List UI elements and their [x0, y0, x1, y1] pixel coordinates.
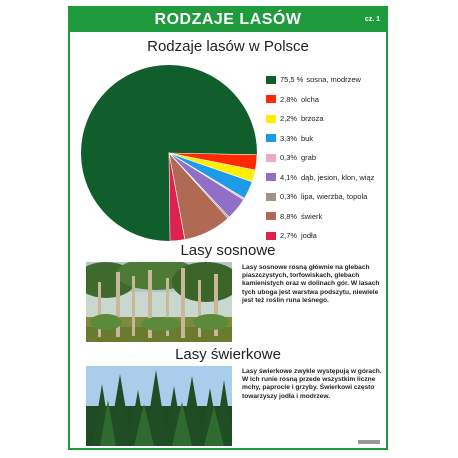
legend-value: 8,8%	[280, 211, 298, 221]
poster	[68, 6, 388, 450]
legend-label: brzoza	[301, 114, 324, 124]
legend-swatch	[266, 134, 276, 142]
legend-label: świerk	[301, 211, 323, 221]
legend-swatch	[266, 232, 276, 240]
legend-item	[266, 90, 384, 110]
legend-label: grab	[301, 153, 317, 163]
legend-swatch	[266, 193, 276, 201]
legend-label: olcha	[301, 94, 319, 104]
legend-label: lipa, wierzba, topola	[301, 192, 368, 202]
legend-swatch	[266, 154, 276, 162]
legend-value: 2,8%	[280, 94, 298, 104]
legend-label: sosna, modrzew	[306, 75, 361, 85]
legend-value: 0,3%	[280, 192, 298, 202]
pine-forest-photo	[86, 262, 232, 342]
legend-label: jodła	[301, 231, 317, 241]
legend-item	[266, 187, 384, 207]
poster-title: RODZAJE LASÓW	[154, 11, 302, 28]
legend-swatch	[266, 76, 276, 84]
legend-item	[266, 129, 384, 149]
publisher-mark	[358, 440, 380, 444]
pie-chart	[76, 60, 262, 246]
part-label: cz. 1	[364, 16, 380, 23]
chart-title: Rodzaje lasów w Polsce	[147, 38, 309, 55]
legend-label: buk	[301, 133, 314, 143]
legend-swatch	[266, 173, 276, 181]
legend-value: 0,3%	[280, 153, 298, 163]
legend-swatch	[266, 212, 276, 220]
chart-legend	[266, 70, 384, 246]
legend-swatch	[266, 115, 276, 123]
legend-value: 2,7%	[280, 231, 298, 241]
spruce-forest-photo	[86, 366, 232, 446]
legend-value: 75,5 %	[280, 75, 304, 85]
legend-item	[266, 109, 384, 129]
legend-value: 2,2%	[280, 114, 298, 124]
legend-label: dąb, jesion, klon, wiąz	[301, 172, 375, 182]
legend-item	[266, 148, 384, 168]
legend-item	[266, 70, 384, 90]
pine-section-title: Lasy sosnowe	[180, 242, 276, 259]
legend-item	[266, 168, 384, 188]
title-banner	[70, 8, 386, 32]
spruce-description: Lasy świerkowe zwykle występują w górach. W ich runie rosną przede wszystkim liczne mchy, paprocie i grzyby. Świerkowi często towarzyszy jodła i modrzew.	[242, 368, 382, 400]
legend-value: 4,1%	[280, 172, 298, 182]
legend-swatch	[266, 95, 276, 103]
legend-value: 3,3%	[280, 133, 298, 143]
spruce-section-title: Lasy świerkowe	[175, 346, 281, 363]
pine-description: Lasy sosnowe rosną głównie na glebach piaszczystych, torfowiskach, glebach kamienistych oraz w dolinach gór. W lasach tych uboga jest warstwa podszytu, niewiele jest też roślin runa leśnego.	[242, 264, 380, 304]
legend-item	[266, 207, 384, 227]
